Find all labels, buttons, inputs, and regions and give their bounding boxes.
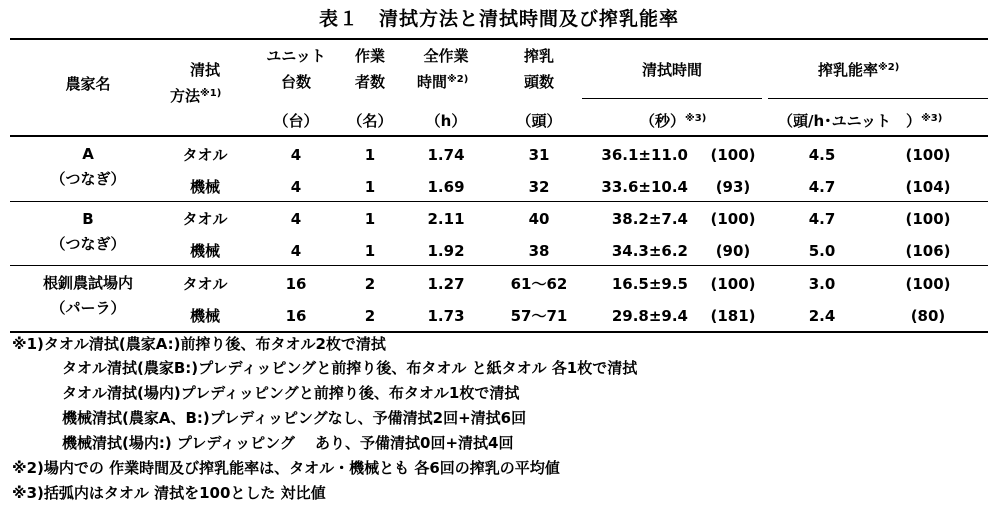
cell-clean: 16.5±9.5 — [611, 275, 688, 293]
clean-time-rule — [582, 98, 762, 99]
cell-heads: 32 — [528, 178, 550, 196]
cell-clean-rel: (100) — [710, 275, 756, 293]
header-workers-l1: 作業 — [354, 47, 386, 65]
cell-eff-rel: (104) — [905, 178, 951, 196]
cell-units: 4 — [290, 210, 302, 228]
header-time-unit: （h） — [425, 112, 467, 130]
header-clean-unit: （秒）$^{※3)}$ — [640, 112, 707, 130]
footnote-1: ※1)タオル清拭(農家A:)前搾り後、布タオル2枚で清拭 — [12, 335, 386, 353]
cell-time: 1.92 — [427, 242, 465, 260]
cell-eff: 2.4 — [808, 307, 836, 325]
farm-b-name: B — [82, 210, 94, 228]
footnote-2: ※2)場内での 作業時間及び搾乳能率は、タオル・機械とも 各6回の搾乳の平均値 — [12, 459, 560, 477]
farm-c-type: （パーラ） — [50, 299, 126, 317]
cell-method: タオル — [182, 146, 228, 164]
cell-workers: 1 — [364, 178, 376, 196]
cell-method: タオル — [182, 275, 228, 293]
footnote-1-c: タオル清拭(場内)プレディッピングと前搾り後、布タオル1枚で清拭 — [62, 384, 520, 402]
cell-time: 1.74 — [427, 146, 465, 164]
cell-eff-rel: (100) — [905, 146, 951, 164]
cell-workers: 2 — [364, 307, 376, 325]
clean-note-mark: ※3) — [685, 113, 707, 124]
cell-clean: 36.1±11.0 — [601, 146, 688, 164]
cell-eff: 3.0 — [808, 275, 836, 293]
header-time-l1: 全作業 — [423, 47, 469, 65]
header-bottom-rule — [10, 135, 988, 137]
header-workers-unit: （名） — [347, 112, 393, 130]
cell-method: 機械 — [189, 178, 221, 196]
cell-clean-rel: (100) — [710, 146, 756, 164]
table-title: 表１ 清拭方法と清拭時間及び搾乳能率 — [318, 8, 679, 30]
footnote-1-b: タオル清拭(農家B:)プレディッピングと前搾り後、布タオル と紙タオル 各1枚で清拭 — [62, 359, 638, 377]
cell-units: 16 — [285, 275, 307, 293]
eff-note-mark: ※2) — [878, 62, 900, 73]
cell-units: 4 — [290, 178, 302, 196]
cell-workers: 2 — [364, 275, 376, 293]
cell-workers: 1 — [364, 210, 376, 228]
header-time-l2: 時間$^{※2)}$ — [417, 73, 469, 91]
cell-clean: 34.3±6.2 — [611, 242, 688, 260]
cell-heads: 61～62 — [510, 275, 568, 293]
cell-time: 1.69 — [427, 178, 465, 196]
footnote-3: ※3)括弧内はタオル 清拭を100とした 対比値 — [12, 484, 326, 502]
cell-workers: 1 — [364, 146, 376, 164]
time-note-mark: ※2) — [447, 74, 469, 85]
bottom-rule — [10, 331, 988, 333]
cell-heads: 57～71 — [510, 307, 568, 325]
method-note-mark: ※1) — [200, 88, 222, 99]
header-efficiency-unit: （頭/h･ユニット ）$^{※3)}$ — [778, 112, 943, 130]
cell-clean: 29.8±9.4 — [611, 307, 688, 325]
cell-eff: 5.0 — [808, 242, 836, 260]
header-heads-unit: （頭） — [516, 112, 562, 130]
farm-a-name: A — [82, 145, 94, 163]
header-units-unit: （台） — [273, 112, 319, 130]
footnote-1-d: 機械清拭(農家A、B:)プレディッピングなし、予備清拭2回+清拭6回 — [62, 409, 527, 427]
cell-units: 4 — [290, 146, 302, 164]
cell-units: 16 — [285, 307, 307, 325]
efficiency-rule — [768, 98, 988, 99]
cell-clean: 38.2±7.4 — [611, 210, 688, 228]
cell-clean: 33.6±10.4 — [601, 178, 688, 196]
header-workers-l2: 者数 — [354, 73, 386, 91]
eff-unit-note-mark: ※3) — [921, 113, 943, 124]
farm-a-type: （つなぎ） — [50, 170, 126, 188]
cell-eff: 4.7 — [808, 178, 836, 196]
cell-clean-rel: (90) — [715, 242, 751, 260]
cell-workers: 1 — [364, 242, 376, 260]
farm-b-type: （つなぎ） — [50, 235, 126, 253]
header-method-l1: 清拭 — [189, 61, 221, 79]
cell-heads: 38 — [528, 242, 550, 260]
cell-method: タオル — [182, 210, 228, 228]
header-method-l2: 方法$^{※1)}$ — [170, 87, 222, 105]
header-heads-l1: 搾乳 — [523, 47, 555, 65]
cell-clean-rel: (100) — [710, 210, 756, 228]
cell-eff-rel: (80) — [910, 307, 946, 325]
header-farm: 農家名 — [65, 75, 111, 93]
top-rule — [10, 38, 988, 40]
cell-heads: 40 — [528, 210, 550, 228]
cell-units: 4 — [290, 242, 302, 260]
header-clean-time: 清拭時間 — [641, 61, 703, 79]
footnote-1-e: 機械清拭(場内:) プレディッピング あり、予備清拭0回+清拭4回 — [62, 434, 514, 452]
group-b-rule — [10, 265, 988, 266]
cell-heads: 31 — [528, 146, 550, 164]
cell-eff-rel: (100) — [905, 210, 951, 228]
cell-time: 1.73 — [427, 307, 465, 325]
header-units-l1: ユニット — [266, 47, 326, 65]
cell-eff: 4.5 — [808, 146, 836, 164]
cell-time: 2.11 — [427, 210, 465, 228]
header-heads-l2: 頭数 — [523, 73, 555, 91]
header-units-l2: 台数 — [280, 73, 312, 91]
header-efficiency: 搾乳能率$^{※2)}$ — [818, 61, 900, 79]
cell-method: 機械 — [189, 242, 221, 260]
cell-eff: 4.7 — [808, 210, 836, 228]
cell-eff-rel: (106) — [905, 242, 951, 260]
group-a-rule — [10, 201, 988, 202]
cell-eff-rel: (100) — [905, 275, 951, 293]
cell-method: 機械 — [189, 307, 221, 325]
cell-clean-rel: (181) — [710, 307, 756, 325]
cell-clean-rel: (93) — [715, 178, 751, 196]
cell-time: 1.27 — [427, 275, 465, 293]
farm-c-name: 根釧農試場内 — [42, 274, 134, 292]
